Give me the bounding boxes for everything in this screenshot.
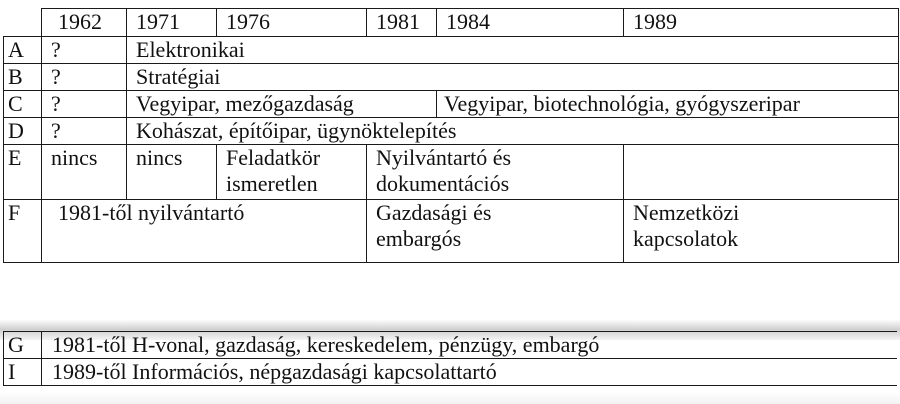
row-f-right	[624, 200, 899, 263]
row-f-right-line1: Nemzetközi	[633, 200, 740, 225]
row-label-d: D	[4, 118, 42, 145]
row-f-left: 1981-től nyilvántartó	[42, 200, 367, 263]
row-e-1981	[367, 145, 624, 200]
row-f-mid-line2: embargós	[376, 226, 462, 251]
year-1962: 1962	[42, 9, 127, 37]
row-e-1989	[624, 145, 899, 200]
row-label-b: B	[4, 64, 42, 91]
year-1989: 1989	[624, 9, 899, 37]
row-c-1962: ?	[42, 91, 127, 118]
row-label-e: E	[4, 145, 42, 200]
agency-table-continued	[3, 331, 897, 386]
year-1984: 1984	[437, 9, 624, 37]
row-c-left: Vegyipar, mezőgazdaság	[127, 91, 437, 118]
row-label-f: F	[4, 200, 42, 263]
row-e-1976	[217, 145, 367, 200]
row-e-1976-line1: Feladatkör	[226, 145, 321, 170]
row-label-g: G	[4, 332, 42, 359]
scan-bottom-edge	[0, 392, 900, 404]
row-i-text: 1989-től Információs, népgazdasági kapcsolattartó	[42, 359, 897, 386]
row-c-right: Vegyipar, biotechnológia, gyógyszeripar	[437, 91, 899, 118]
year-1976: 1976	[217, 9, 367, 37]
row-g-text: 1981-től H-vonal, gazdaság, kereskedelem, pénzügy, embargó	[42, 332, 897, 359]
row-label-c: C	[4, 91, 42, 118]
row-f-mid	[367, 200, 624, 263]
row-f-right-line2: kapcsolatok	[633, 226, 739, 251]
row-g	[4, 332, 897, 359]
row-label-i: I	[4, 359, 42, 386]
row-e	[4, 145, 899, 200]
year-1971: 1971	[127, 9, 217, 37]
year-1981: 1981	[367, 9, 437, 37]
row-b-1962: ?	[42, 64, 127, 91]
row-e-1962: nincs	[42, 145, 127, 200]
row-f-mid-line1: Gazdasági és	[376, 200, 492, 225]
row-e-1971: nincs	[127, 145, 217, 200]
row-d	[4, 118, 899, 145]
row-i	[4, 359, 897, 386]
row-b-text: Stratégiai	[127, 64, 899, 91]
row-f	[4, 200, 899, 263]
row-a-1962: ?	[42, 37, 127, 64]
header-corner	[4, 9, 42, 37]
row-label-a: A	[4, 37, 42, 64]
row-a-text: Elektronikai	[127, 37, 899, 64]
year-header-row	[4, 9, 899, 37]
row-e-1981-line2: dokumentációs	[376, 171, 510, 196]
row-b	[4, 64, 899, 91]
agency-table	[3, 8, 899, 263]
row-e-1976-line2: ismeretlen	[226, 171, 318, 196]
row-a	[4, 37, 899, 64]
row-d-text: Kohászat, építőipar, ügynöktelepítés	[127, 118, 899, 145]
row-c	[4, 91, 899, 118]
row-e-1981-line1: Nyilvántartó és	[376, 145, 512, 170]
row-d-1962: ?	[42, 118, 127, 145]
